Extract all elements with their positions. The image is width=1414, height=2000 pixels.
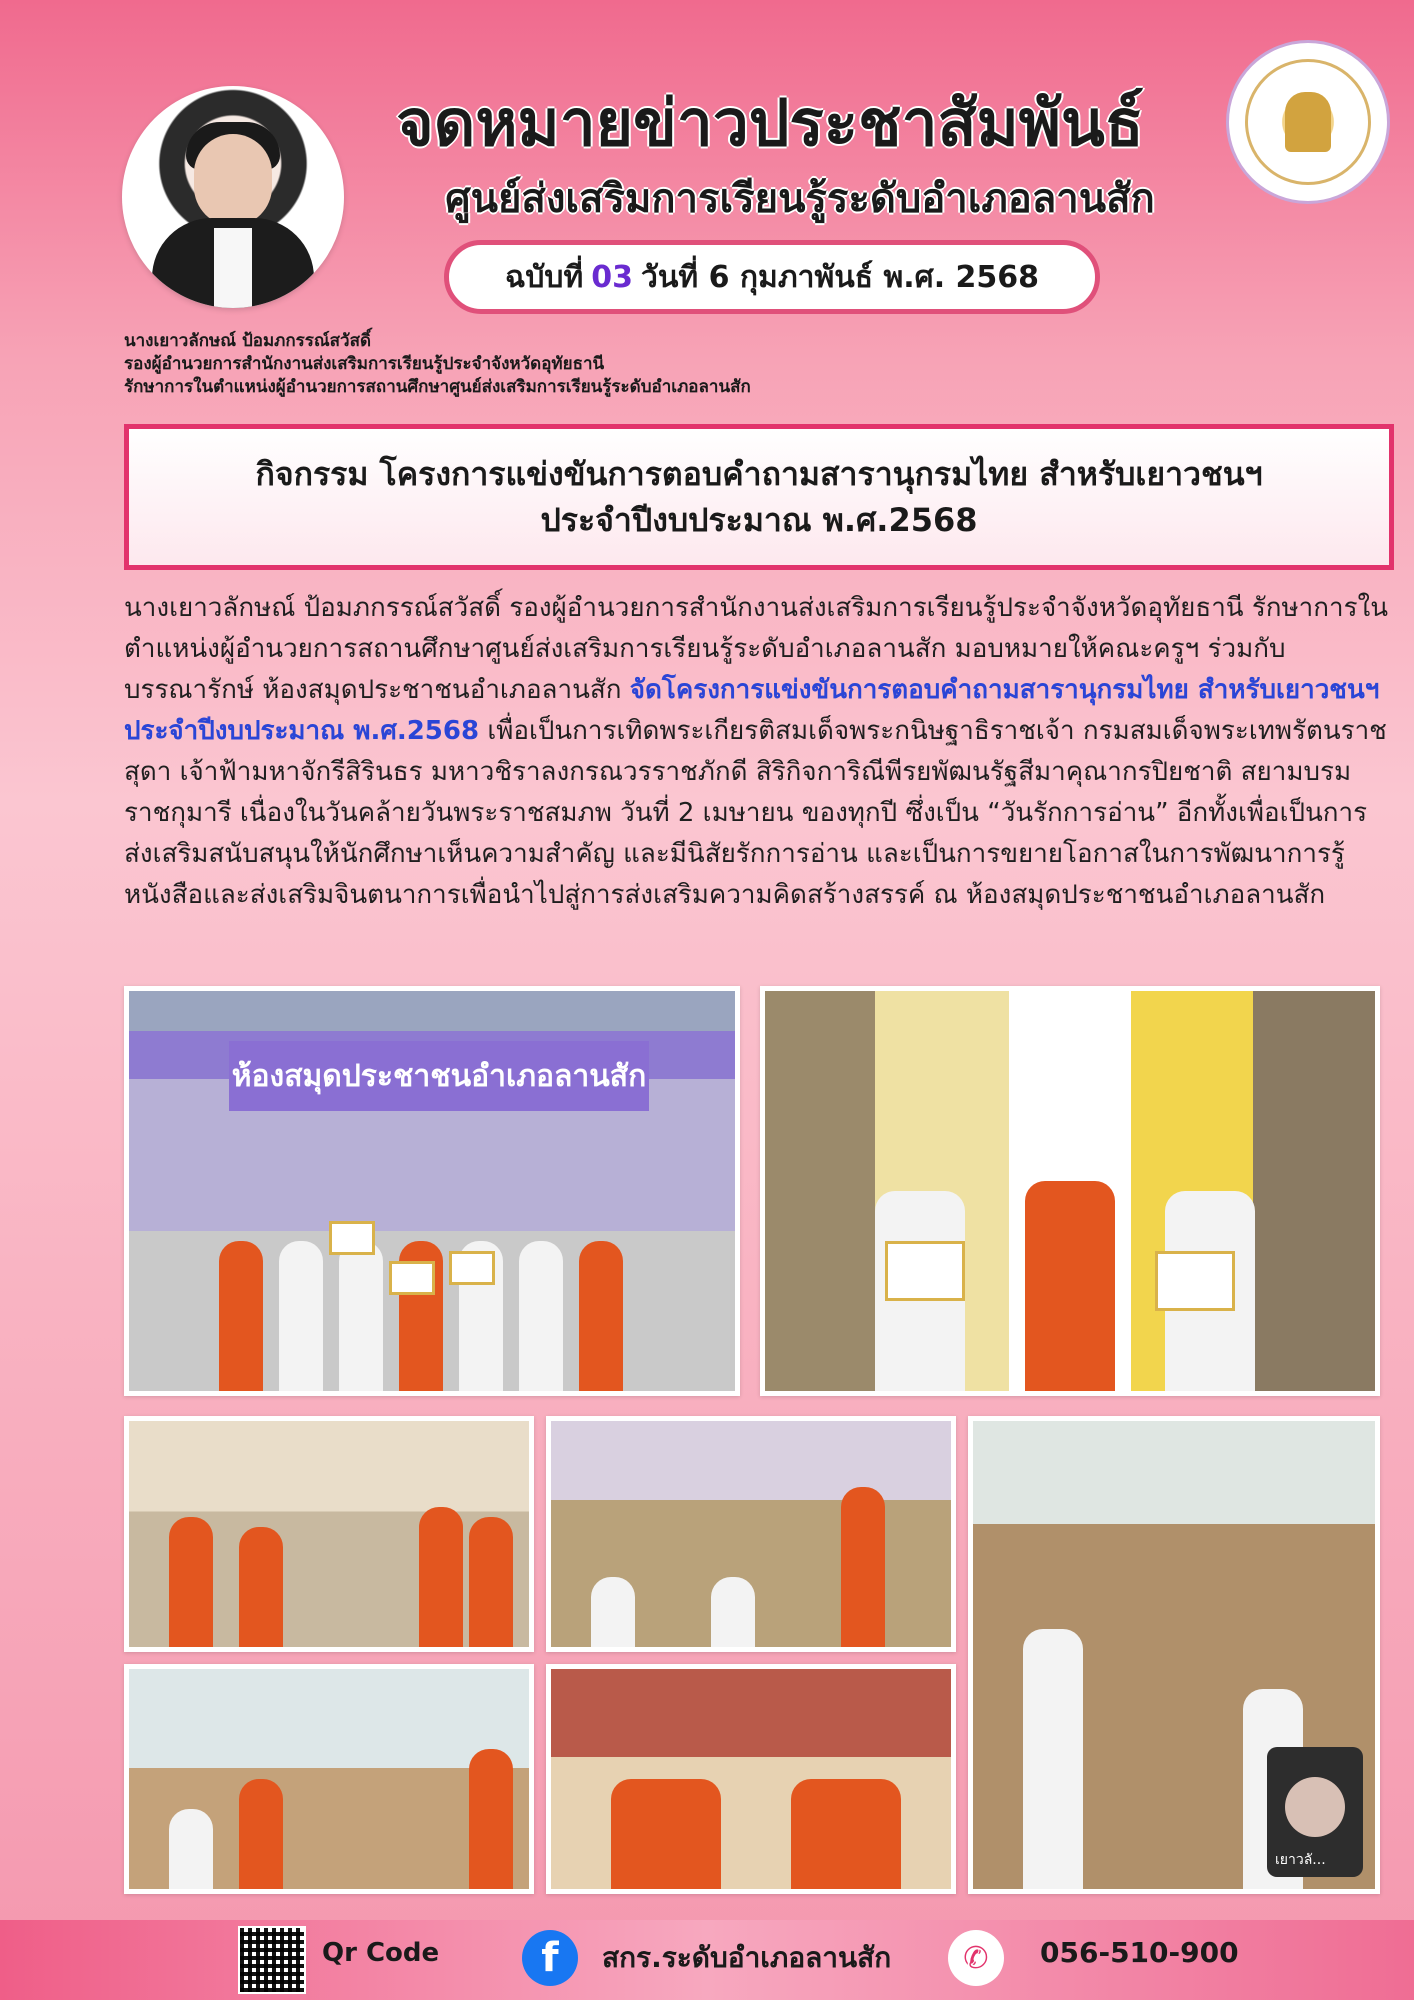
photo-person (239, 1779, 283, 1889)
signature-name: นางเยาวลักษณ์ ป้อมภกรรณ์สวัสดิ์ (124, 331, 372, 351)
photo-person (419, 1507, 463, 1647)
issue-badge (444, 240, 1100, 314)
facebook-page-link[interactable]: สกร.ระดับอำเภอลานสัก (602, 1941, 892, 1974)
photo-person (239, 1527, 283, 1647)
facebook-icon[interactable]: f (522, 1930, 578, 1986)
certificate-frame (449, 1251, 495, 1285)
photo-person (579, 1241, 623, 1391)
video-participant-name: เยาวลั... (1275, 1852, 1326, 1868)
library-sign: ห้องสมุดประชาชนอำเภอลานสัก (229, 1041, 649, 1111)
photo-person (279, 1241, 323, 1391)
portrait-face (194, 134, 272, 226)
body-part-2: เพื่อเป็นการเทิดพระเกียรติสมเด็จพระกนิษฐาธิราชเจ้า กรมสมเด็จพระเทพรัตนราชสุดา เจ้าฟ้ามหาจักรีสิรินธร มหาวชิราลงกรณวรราชภักดี สิริกิจการิณีพีรยพัฒนรัฐสีมาคุณากรปิยชาติ สยามบรมราชกุมารี เนื่องในวันคล้ายวันพระราชสมภพ วันที่ 2 เมษายน ของทุกปี ซึ่งเป็น “วันรักการอ่าน” อีกทั้งเพื่อเป็นการส่งเสริมสนับสนุนให้นักศึกษาเห็นความสำคัญ และมีนิสัยรักการอ่าน และเป็นการขยายโอกาสในการพัฒนาการรู้หนังสือและส่งเสริมจินตนาการเพื่อนำไปสู่การส่งเสริมความคิดสร้างสรรค์ ณ ห้องสมุดประชาชนอำเภอลานสัก (124, 716, 1387, 910)
phone-icon[interactable]: ✆ (948, 1930, 1004, 1986)
headline-line-2: ประจำปีงบประมาณ พ.ศ.2568 (540, 501, 978, 539)
signature-block (124, 330, 751, 399)
certificate-frame (329, 1221, 375, 1255)
director-portrait (122, 86, 344, 308)
photo-person (711, 1577, 755, 1647)
certificate-frame (1155, 1251, 1235, 1311)
certificate-frame (389, 1261, 435, 1295)
signature-position-1: รองผู้อำนวยการสำนักงานส่งเสริมการเรียนรู้ประจำจังหวัดอุทัยธานี (124, 354, 605, 374)
department-seal-logo (1226, 40, 1390, 204)
photo-person (1023, 1629, 1083, 1889)
photo-person (611, 1779, 721, 1889)
qr-code-icon[interactable] (238, 1926, 306, 1994)
photo-person (219, 1241, 263, 1391)
center-name: ศูนย์ส่งเสริมการเรียนรู้ระดับอำเภอลานสัก (445, 176, 1155, 222)
video-participant-avatar (1285, 1777, 1345, 1837)
photo-person (339, 1241, 383, 1391)
seal-core (1285, 92, 1331, 152)
body-highlight: จัดโครงการแข่งขันการตอบคำถามสารานุกรมไทย สำหรับเยาวชนฯ ประจำปีงบประมาณ พ.ศ.2568 (124, 675, 1380, 746)
signature-position-2: รักษาการในตำแหน่งผู้อำนวยการสถานศึกษาศูนย์ส่งเสริมการเรียนรู้ระดับอำเภอลานสัก (124, 377, 751, 397)
photo-certificate-award (760, 986, 1380, 1396)
photo-person (169, 1809, 213, 1889)
photo-quiz-room-3 (124, 1664, 534, 1894)
photo-person (841, 1487, 885, 1647)
issue-number: 03 (591, 259, 633, 295)
photo-person (169, 1517, 213, 1647)
body-part-1: นางเยาวลักษณ์ ป้อมภกรรณ์สวัสดิ์ รองผู้อำนวยการสำนักงานส่งเสริมการเรียนรู้ประจำจังหวัดอุทัยธานี รักษาการในตำแหน่งผู้อำนวยการสถานศึกษาศูนย์ส่งเสริมการเรียนรู้ระดับอำเภอลานสัก มอบหมายให้คณะครูฯ ร่วมกับบรรณารักษ์ ห้องสมุดประชาชนอำเภอลานสัก (124, 593, 1389, 705)
issue-date: วันที่ 6 กุมภาพันธ์ พ.ศ. 2568 (641, 259, 1040, 295)
qr-code-label: Qr Code (322, 1938, 440, 1968)
photo-quiz-room-2 (546, 1416, 956, 1652)
photo-person (469, 1517, 513, 1647)
photo-person (1025, 1181, 1115, 1391)
issue-prefix: ฉบับที่ (504, 259, 584, 295)
photo-online-quiz (968, 1416, 1380, 1894)
photo-person (519, 1241, 563, 1391)
photo-person (591, 1577, 635, 1647)
seal-emblem-icon (1245, 59, 1371, 185)
photo-person (469, 1749, 513, 1889)
portrait-shirt (214, 228, 252, 308)
photo-quiz-writing (546, 1664, 956, 1894)
video-call-tile (1267, 1747, 1363, 1877)
newsletter-title: จดหมายข่าวประชาสัมพันธ์ (396, 87, 1144, 161)
photo-library-group (124, 986, 740, 1396)
article-body (124, 588, 1394, 916)
photo-quiz-room-1 (124, 1416, 534, 1652)
certificate-frame (885, 1241, 965, 1301)
headline-line-1: กิจกรรม โครงการแข่งขันการตอบคำถามสารานุกรมไทย สำหรับเยาวชนฯ (255, 455, 1263, 493)
phone-number[interactable]: 056-510-900 (1040, 1936, 1239, 1969)
activity-headline (124, 424, 1394, 570)
photo-person (791, 1779, 901, 1889)
